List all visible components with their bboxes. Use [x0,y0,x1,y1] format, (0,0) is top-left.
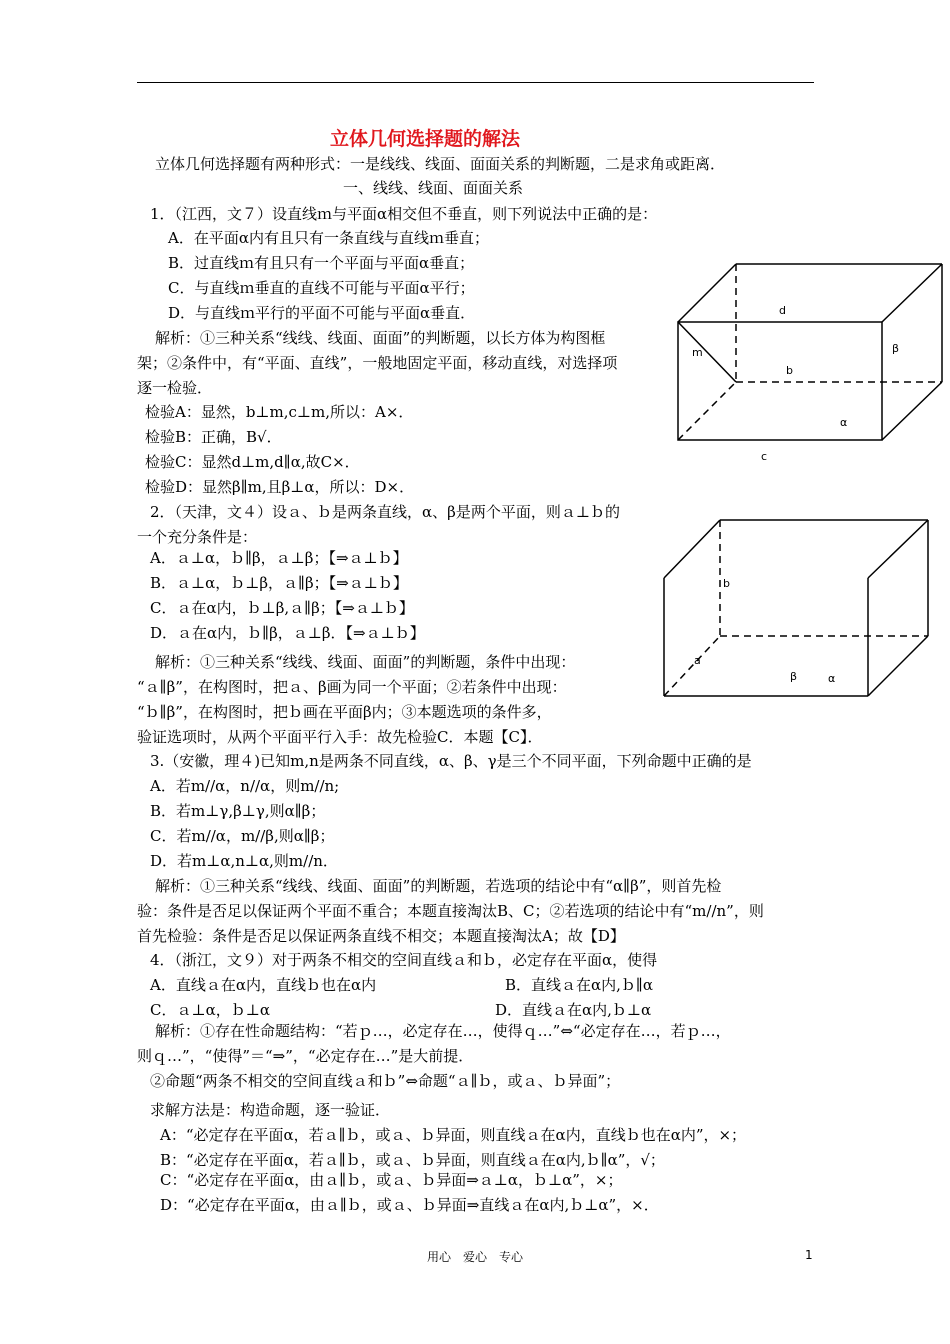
q1-option: B．过直线ｍ有且只有一个平面与平面α垂直； [168,254,475,272]
q4-verify: A：“必定存在平面α，若ａ∥ｂ，或ａ、ｂ异面，则直线ａ在α内，直线ｂ也在α内”，×； [160,1126,747,1144]
section-heading: 一、线线、线面、面面关系 [343,179,524,197]
footer-motto: 用心 爱心 专心 [427,1250,524,1264]
figure-box-2 [656,512,936,702]
q4-analysis: ②命题“两条不相交的空间直线ａ和ｂ”⇔命题“ａ∥ｂ，或ａ、ｂ异面”； [150,1072,621,1090]
page-number: 1 [805,1248,813,1262]
q3-option: A．若m//α，n//α，则m//n; [150,777,340,795]
q4-analysis: 则ｑ…”，“使得”＝“⇒”，“必定存在…”是大前提． [137,1047,474,1065]
q4-option-d: D．直线ａ在α内,ｂ⊥α [495,1001,652,1019]
q1-analysis: 架；②条件中，有“平面、直线”，一般地固定平面，移动直线，对选择项 [137,354,618,372]
q1-option: A．在平面α内有且只有一条直线与直线ｍ垂直； [168,229,489,247]
q2-analysis: 验证选项时，从两个平面平行入手：故先检验C．本题【C】． [137,728,543,746]
q3-analysis: 解析：①三种关系“线线、线面、面面”的判断题，若选项的结论中有“α∥β”，则首先检 [155,877,722,895]
q2-option: A．ａ⊥α，ｂ∥β，ａ⊥β；【⇒ａ⊥ｂ】 [150,549,408,567]
q3-option: B．若m⊥γ,β⊥γ,则α∥β； [150,802,326,820]
fig1-label-c: c [761,450,768,463]
q4-analysis: 解析：①存在性命题结构：“若ｐ…，必定存在…，使得ｑ…”⇔“必定存在…，若ｐ…， [155,1022,731,1040]
figure-box-1 [670,258,948,466]
q4-option-c: C．ａ⊥α，ｂ⊥α [150,1001,270,1019]
q2-option: C．ａ在α内，ｂ⊥β,ａ∥β；【⇒ａ⊥ｂ】 [150,599,414,617]
fig1-label-beta: β [892,342,900,355]
q1-analysis: 逐一检验． [137,379,213,397]
q1-check: 检验A：显然，b⊥m,c⊥m,所以：A×． [145,403,414,421]
q3-analysis: 验：条件是否足以保证两个平面不重合；本题直接淘汰B、C；②若选项的结论中有“m//n”，则 [137,902,764,920]
fig2-label-beta: β [790,670,798,683]
page-title: 立体几何选择题的解法 [330,128,521,150]
fig1-label-d: d [779,304,786,317]
q2-stem: 一个充分条件是： [137,528,258,546]
fig1-label-m: m [692,346,703,359]
q2-analysis: “ａ∥β”，在构图时，把ａ、β画为同一个平面；②若条件中出现： [137,678,567,696]
q3-stem: 3.（安徽，理４)已知m,n是两条不同直线，α、β、γ是三个不同平面，下列命题中正确的是 [150,752,752,770]
q1-option: D．与直线ｍ平行的平面不可能与平面α垂直． [168,304,476,322]
q2-analysis: “ｂ∥β”，在构图时，把ｂ画在平面β内；③本题选项的条件多， [137,703,552,721]
q3-option: C．若m//α，m//β,则α∥β； [150,827,335,845]
q1-check: 检验D：显然β∥m,且β⊥α，所以：D×． [145,478,415,496]
fig2-label-alpha: α [828,672,836,685]
q1-check: 检验B：正确，B√． [145,428,282,446]
q4-option-b: B．直线ａ在α内,ｂ∥α [505,976,653,994]
header-rule [137,82,814,83]
q1-stem: 1．（江西，文７）设直线ｍ与平面α相交但不垂直，则下列说法中正确的是： [150,205,658,223]
q2-option: B．ａ⊥α，ｂ⊥β，ａ∥β；【⇒ａ⊥ｂ】 [150,574,408,592]
fig2-label-b: b [723,577,730,590]
intro: 立体几何选择题有两种形式：一是线线、线面、面面关系的判断题，二是求角或距离． [155,155,726,173]
q1-analysis: 解析：①三种关系“线线、线面、面面”的判断题，以长方体为构图框 [155,329,606,347]
fig1-label-b: b [786,364,793,377]
q2-stem: 2．（天津，文４）设ａ、ｂ是两条直线，α、β是两个平面，则ａ⊥ｂ的 [150,503,620,521]
q4-option-a: A．直线ａ在α内，直线ｂ也在α内 [150,976,377,994]
q4-verify: B：“必定存在平面α，若ａ∥ｂ，或ａ、ｂ异面，则直线ａ在α内,ｂ∥α”，√； [160,1151,665,1169]
q2-analysis: 解析：①三种关系“线线、线面、面面”的判断题，条件中出现： [155,653,576,671]
fig1-label-alpha: α [840,416,848,429]
q3-analysis: 首先检验：条件是否足以保证两条直线不相交；本题直接淘汰A；故【D】 [137,927,625,945]
q4-verify: D：“必定存在平面α，由ａ∥ｂ，或ａ、ｂ异面⇒直线ａ在α内,ｂ⊥α”，×． [160,1196,659,1214]
q2-option: D．ａ在α内，ｂ∥β，ａ⊥β．【⇒ａ⊥ｂ】 [150,624,425,642]
q1-option: C．与直线ｍ垂直的直线不可能与平面α平行； [168,279,475,297]
q4-analysis: 求解方法是：构造命题，逐一验证． [150,1101,391,1119]
q4-stem: 4．（浙江，文９）对于两条不相交的空间直线ａ和ｂ，必定存在平面α，使得 [150,951,658,969]
q3-option: D．若m⊥α,n⊥α,则m//n． [150,852,338,870]
q4-verify: C：“必定存在平面α，由ａ∥ｂ，或ａ、ｂ异面⇒ａ⊥α，ｂ⊥α”，×； [160,1171,623,1189]
fig2-label-a: a [694,654,701,667]
q1-check: 检验C：显然d⊥m,d∥α,故C×． [145,453,360,471]
